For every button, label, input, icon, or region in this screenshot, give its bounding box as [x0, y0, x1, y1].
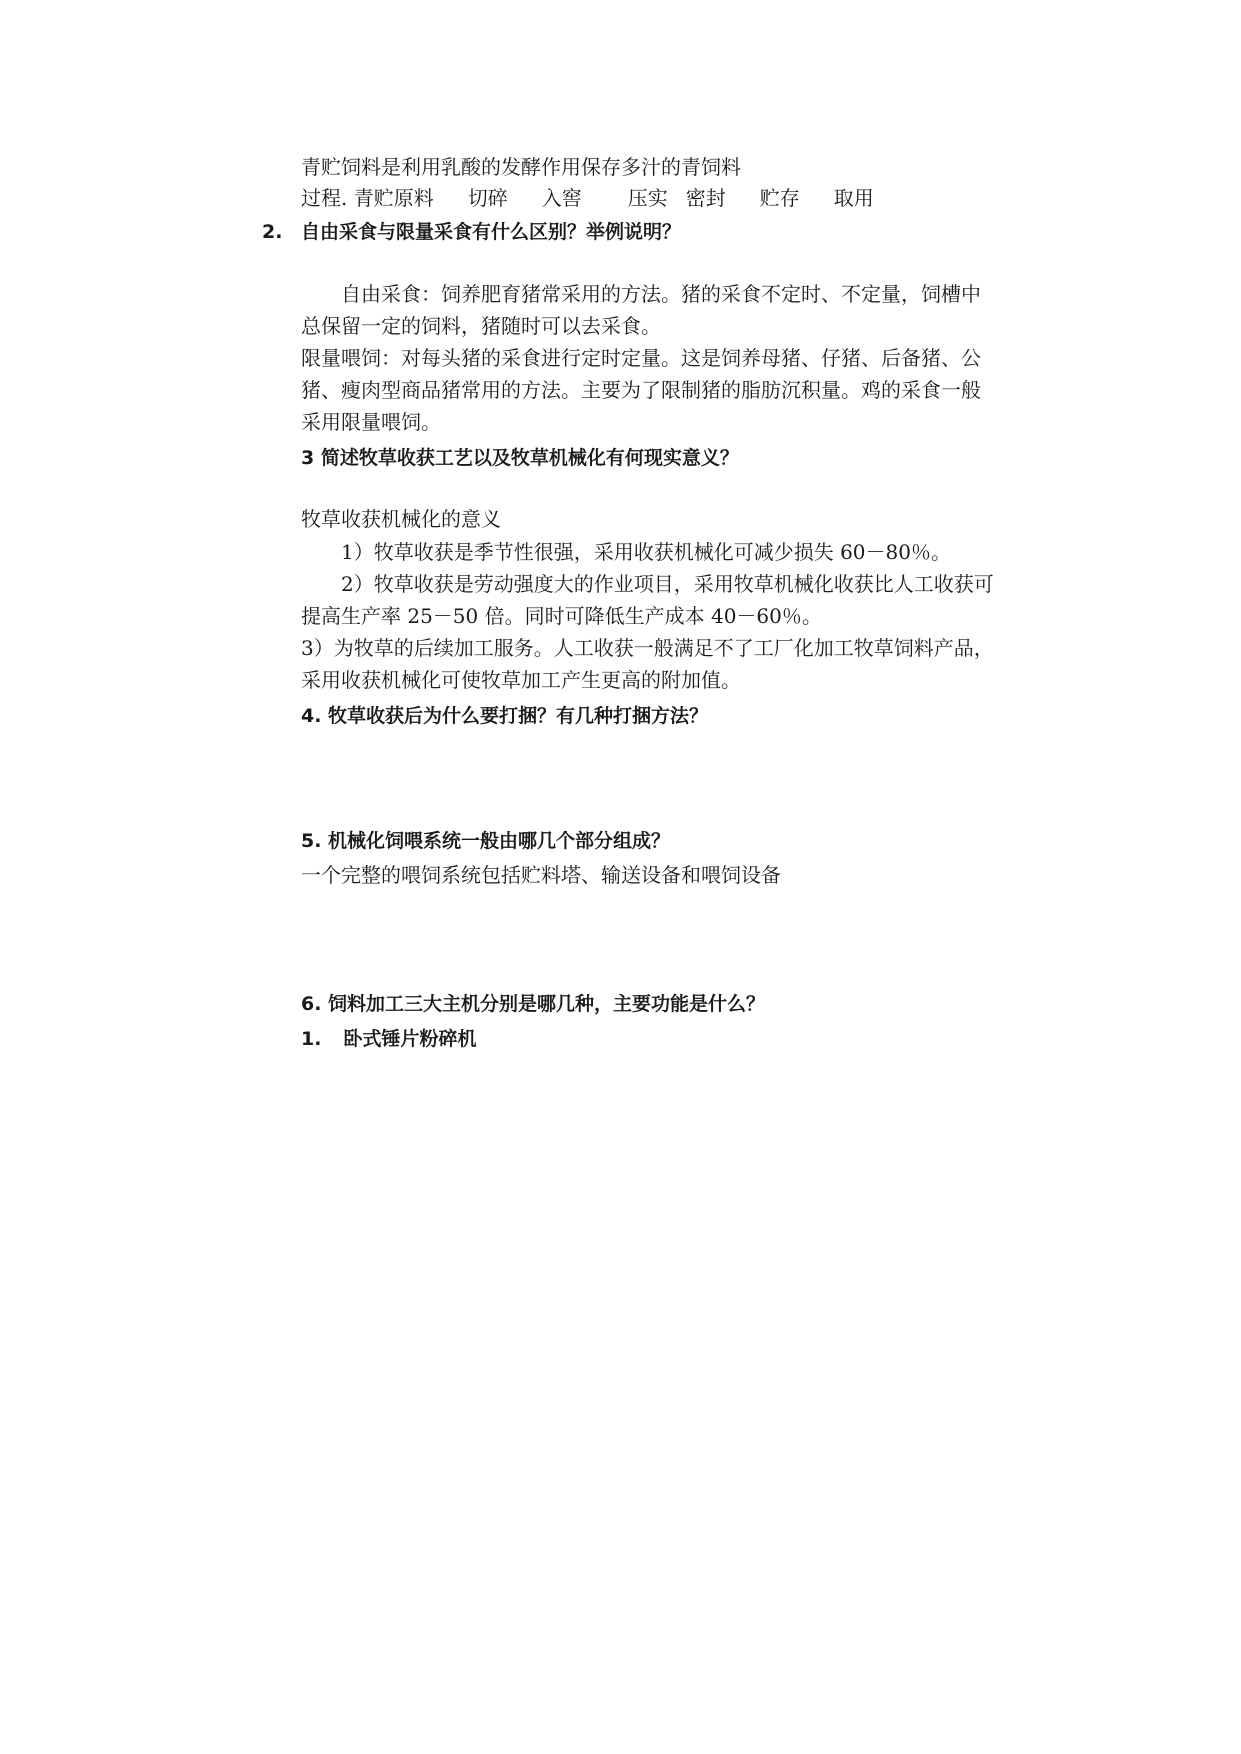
process-step: 取用 [833, 186, 874, 210]
list-item-label: 卧式锤片粉碎机 [343, 1028, 477, 1050]
silage-definition: 青贮饲料是利用乳酸的发酵作用保存多汁的青饲料 [301, 155, 741, 179]
list-item-number: 1. [301, 1028, 322, 1050]
q3-answer-line: 1）牧草收获是季节性很强，采用收获机械化可减少损失 60－80％。 [341, 540, 951, 564]
q2-answer-line: 猪、瘦肉型商品猪常用的方法。主要为了限制猪的脂肪沉积量。鸡的采食一般 [301, 378, 981, 402]
question-6-title: 6. 饲料加工三大主机分别是哪几种，主要功能是什么？ [301, 993, 766, 1015]
process-step: 密封 [685, 186, 726, 210]
process-label: 过程. 青贮原料 [301, 186, 434, 210]
q3-answer-line: 提高生产率 25－50 倍。同时可降低生产成本 40－60％。 [301, 604, 822, 628]
process-step: 切碎 [467, 186, 508, 210]
q2-answer-line: 采用限量喂饲。 [301, 410, 441, 434]
q3-answer-line: 采用收获机械化可使牧草加工产生更高的附加值。 [301, 668, 741, 692]
q6-list-item [301, 1023, 1081, 1055]
q2-answer-line: 自由采食：饲养肥育猪常采用的方法。猪的采食不定时、不定量，饲槽中 [341, 282, 981, 306]
question-number: 2. [262, 221, 283, 243]
question-5-title: 5. 机械化饲喂系统一般由哪几个部分组成？ [301, 830, 671, 852]
q2-answer-line: 总保留一定的饲料，猪随时可以去采食。 [301, 314, 661, 338]
process-step: 贮存 [759, 186, 800, 210]
q5-answer-line: 一个完整的喂饲系统包括贮料塔、输送设备和喂饲设备 [301, 863, 781, 887]
q3-answer-heading: 牧草收获机械化的意义 [301, 507, 501, 531]
question-2-title: 自由采食与限量采食有什么区别？举例说明？ [301, 221, 682, 243]
q3-answer-line: 2）牧草收获是劳动强度大的作业项目，采用牧草机械化收获比人工收获可 [341, 572, 994, 596]
question-3-title: 3 简述牧草收获工艺以及牧草机械化有何现实意义？ [301, 447, 739, 469]
question-4-title: 4. 牧草收获后为什么要打捆？有几种打捆方法？ [301, 705, 709, 727]
process-step: 入窖 [541, 186, 582, 210]
process-step: 压实 [627, 186, 668, 210]
silage-process [301, 182, 1081, 214]
q2-answer-line: 限量喂饲：对每头猪的采食进行定时定量。这是饲养母猪、仔猪、后备猪、公 [301, 346, 981, 370]
q3-answer-line: 3）为牧草的后续加工服务。人工收获一般满足不了工厂化加工牧草饲料产品， [301, 636, 994, 660]
